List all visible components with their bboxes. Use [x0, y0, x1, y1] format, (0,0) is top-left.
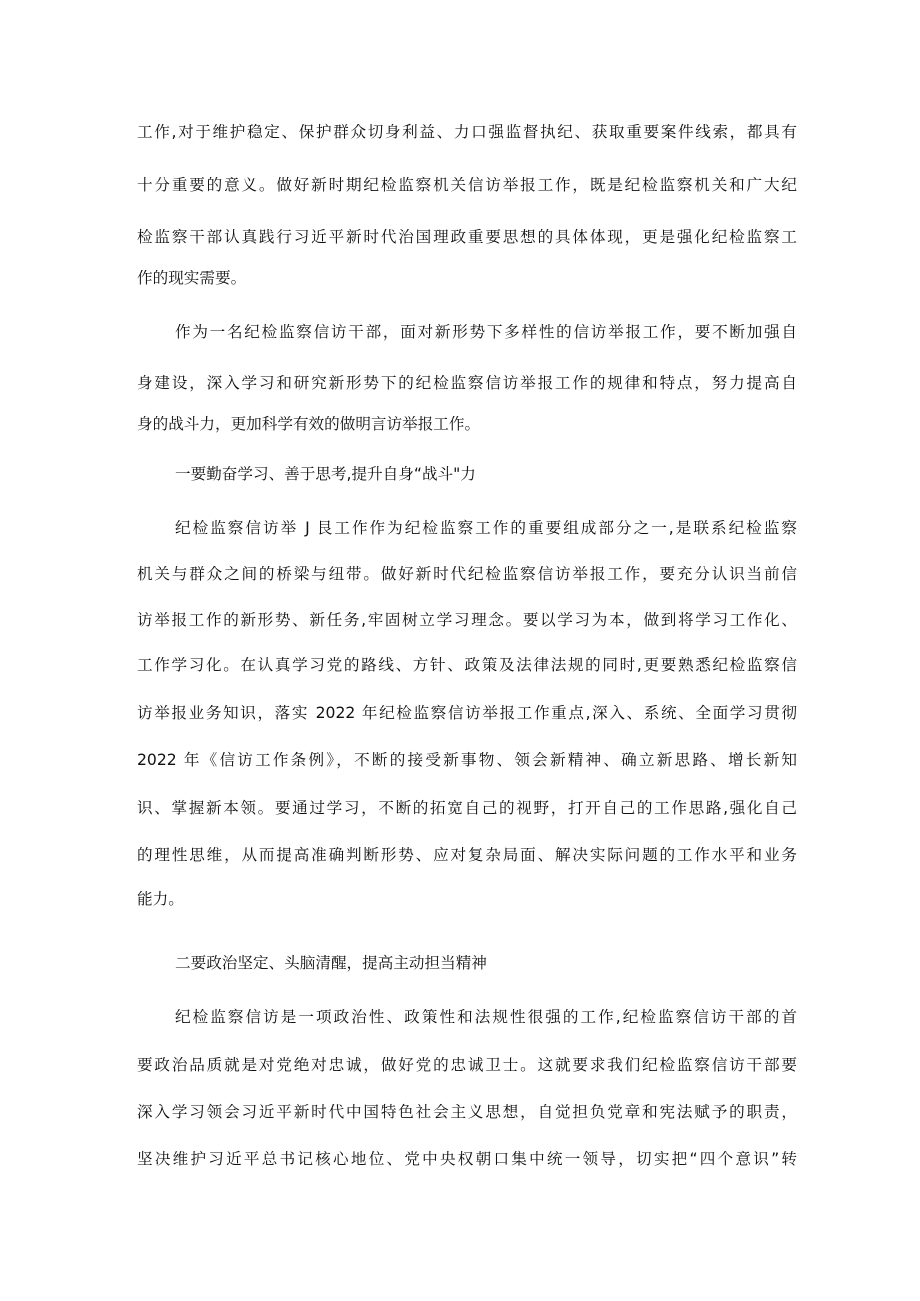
section-heading: 一要勤奋学习、善于思考,提升自身“战斗"力 [175, 465, 476, 483]
paragraph-line: 检监察干部认真践行习近平新时代治国理政重要思想的具体体现，更是强化纪检监察工 [137, 228, 797, 246]
paragraph-line: 能力。 [137, 890, 184, 908]
paragraph-line: 身的战斗力，更加科学有效的做明言访举报工作。 [137, 415, 481, 433]
paragraph-line: 工作,对于维护稳定、保护群众切身利益、力口强监督执纪、获取重要案件线索，都具有 [137, 123, 797, 141]
paragraph-line: 纪检监察信访是一项政治性、政策性和法规性很强的工作,纪检监察信访干部的首 [175, 1008, 797, 1026]
paragraph-line: 作为一名纪检监察信访干部，面对新形势下多样性的信访举报工作，要不断加强自 [175, 323, 797, 341]
paragraph-line: 工作学习化。在认真学习党的路线、方针、政策及法律法规的同时,更要熟悉纪检监察信 [137, 656, 797, 674]
paragraph-line: 十分重要的意义。做好新时期纪检监察机关信访举报工作，既是纪检监察机关和广大纪 [137, 176, 797, 194]
paragraph-line: 机关与群众之间的桥梁与纽带。做好新时代纪检监察信访举报工作，要充分认识当前信 [137, 565, 797, 583]
paragraph-line: 要政治品质就是对党绝对忠诚，做好党的忠诚卫士。这就要求我们纪检监察信访干部要 [137, 1056, 797, 1074]
paragraph-line: 坚决维护习近平总书记核心地位、党中央权朝口集中统一领导，切实把“四个意识”转 [137, 1150, 797, 1168]
paragraph-line: 2022 年《信访工作条例》，不断的接受新事物、领会新精神、确立新思路、增长新知 [137, 751, 797, 769]
paragraph-line: 身建设，深入学习和研究新形势下的纪检监察信访举报工作的规律和特点，努力提高自 [137, 374, 797, 392]
paragraph-line: 访举报业务知识，落实 2022 年纪检监察信访举报工作重点,深入、系统、全面学习贯彻 [137, 704, 797, 722]
paragraph-line: 的理性思维，从而提高准确判断形势、应对复杂局面、解决实际问题的工作水平和业务 [137, 846, 797, 864]
section-heading: 二要政治坚定、头脑清醒，提高主动担当精神 [175, 954, 487, 972]
paragraph-line: 纪检监察信访举 J 艮工作作为纪检监察工作的重要组成部分之一,是联系纪检监察 [175, 519, 797, 537]
paragraph-line: 作的现实需要。 [137, 269, 247, 287]
paragraph-line: 访举报工作的新形势、新任务,牢固树立学习理念。要以学习为本，做到将学习工作化、 [137, 611, 797, 629]
paragraph-line: 深入学习领会习近平新时代中国特色社会主义思想，自觉担负党章和宪法赋予的职责， [137, 1103, 797, 1121]
paragraph-line: 识、掌握新本领。要通过学习，不断的拓宽自己的视野，打开自己的工作思路,强化自己 [137, 799, 797, 817]
